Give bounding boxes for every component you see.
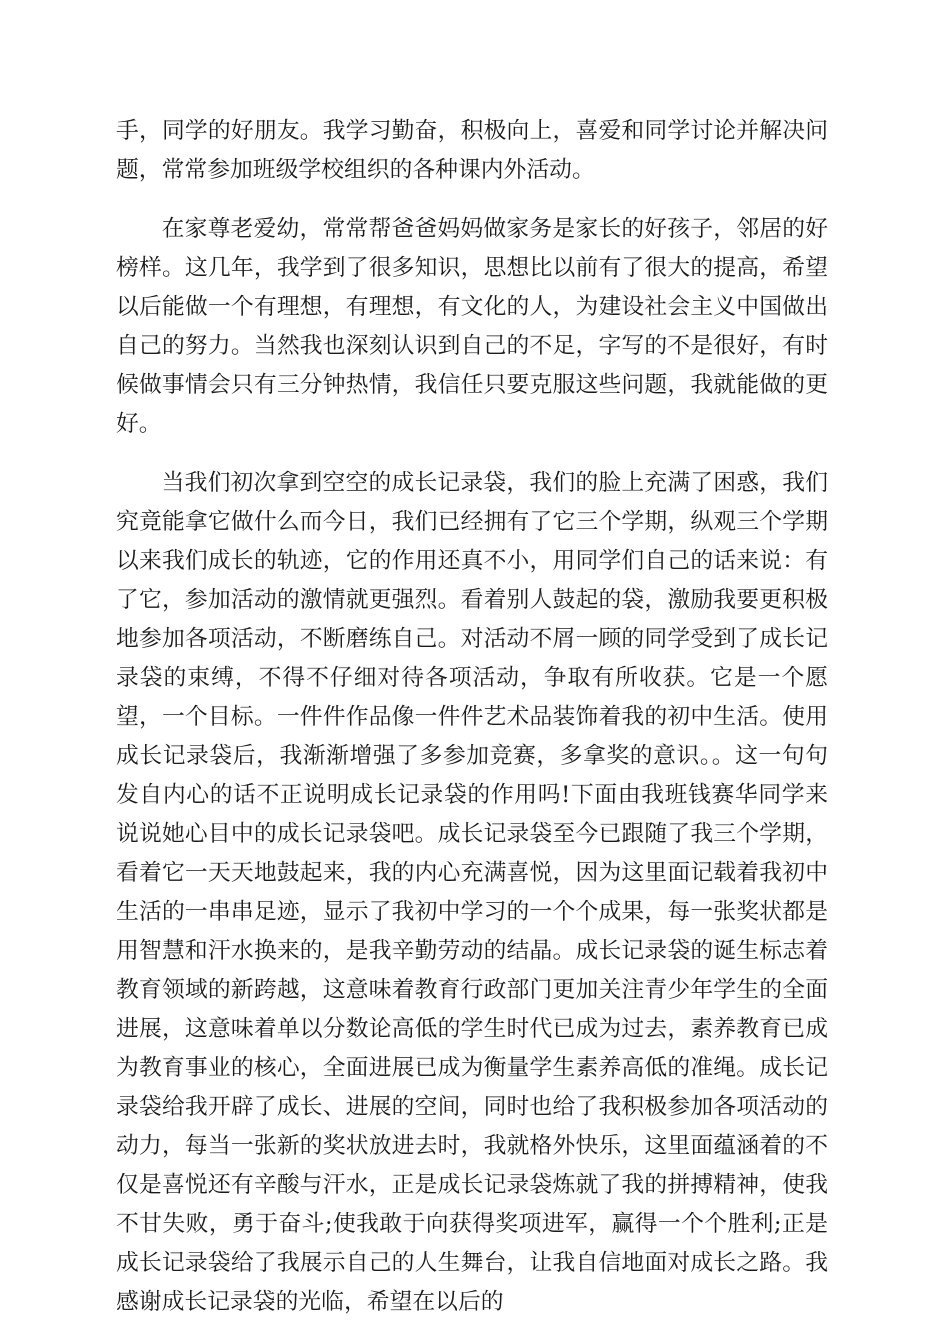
paragraph-family-life: 在家尊老爱幼，常常帮爸爸妈妈做家务是家长的好孩子，邻居的好榜样。这几年，我学到了很多知识，思想比以前有了很大的提高，希望以后能做一个有理想，有理想，有文化的人，为建设社会主义中国做出自己的努力。当然我也深刻认识到自己的不足，字写的不是很好，有时候做事情会只有三分钟热情，我信任只要克服这些问题，我就能做的更好。	[116, 216, 828, 437]
document-body	[116, 112, 828, 1322]
paragraph-growth-record-bag: 当我们初次拿到空空的成长记录袋，我们的脸上充满了困惑，我们究竟能拿它做什么而今日，我们已经拥有了它三个学期，纵观三个学期以来我们成长的轨迹，它的作用还真不小，用同学们自己的话来说：有了它，参加活动的激情就更强烈。看着别人鼓起的袋，激励我要更积极地参加各项活动，不断磨练自己。对活动不屑一顾的同学受到了成长记录袋的束缚，不得不仔细对待各项活动，争取有所收获。它是一个愿望，一个目标。一件件作品像一件件艺术品装饰着我的初中生活。使用成长记录袋后，我渐渐增强了多参加竞赛，多拿奖的意识。。这一句句发自内心的话不正说明成长记录袋的作用吗!下面由我班钱赛华同学来说说她心目中的成长记录袋吧。成长记录袋至今已跟随了我三个学期，看着它一天天地鼓起来，我的内心充满喜悦，因为这里面记载着我初中生活的一串串足迹，显示了我初中学习的一个个成果，每一张奖状都是用智慧和汗水换来的，是我辛勤劳动的结晶。成长记录袋的诞生标志着教育领域的新跨越，这意味着教育行政部门更加关注青少年学生的全面进展，这意味着单以分数论高低的学生时代已成为过去，素养教育已成为教育事业的核心，全面进展已成为衡量学生素养高低的准绳。成长记录袋给我开辟了成长、进展的空间，同时也给了我积极参加各项活动的动力，每当一张新的奖状放进去时，我就格外快乐，这里面蕴涵着的不仅是喜悦还有辛酸与汗水，正是成长记录袋炼就了我的拼搏精神，使我不甘失败，勇于奋斗;使我敢于向获得奖项进军，赢得一个个胜利;正是成长记录袋给了我展示自己的人生舞台，让我自信地面对成长之路。我感谢成长记录袋的光临，希望在以后的	[116, 470, 828, 1315]
paragraph-continuation: 手，同学的好朋友。我学习勤奋，积极向上，喜爱和同学讨论并解决问题，常常参加班级学校组织的各种课内外活动。	[116, 118, 828, 183]
